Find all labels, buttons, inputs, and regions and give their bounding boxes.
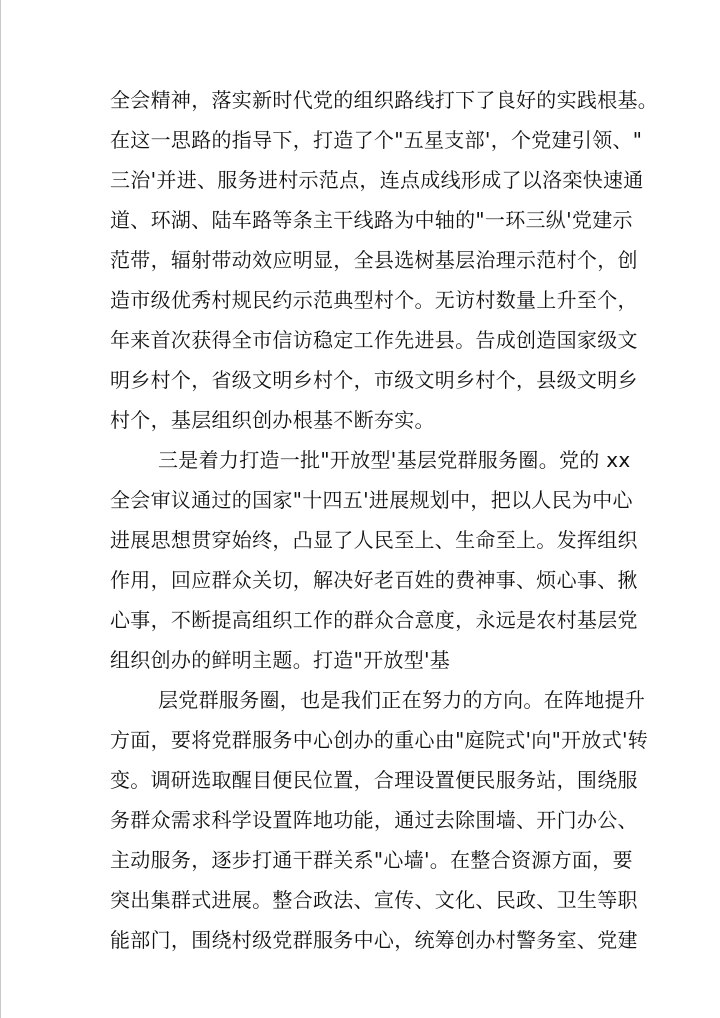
text-line: 村个，基层组织创办根基不断夯实。 [110, 408, 435, 432]
paragraph-start-line: 层党群服务圈，也是我们正在努力的方向。在阵地提升 [158, 688, 646, 712]
paragraph-start-line: 三是着力打造一批"开放型'基层党群服务圈。党的 xx [158, 448, 631, 472]
text-line: 能部门，围绕村级党群服务中心，统筹创办村警务室、党建 [110, 928, 638, 952]
text-line: 明乡村个，省级文明乡村个，市级文明乡村个，县级文明乡 [110, 368, 638, 392]
text-line: 三治'并进、服务进村示范点，连点成线形成了以洛栾快速通 [110, 168, 644, 192]
text-line: 方面，要将党群服务中心创办的重心由"庭院式'向"开放式'转 [110, 728, 649, 752]
text-line: 全会精神，落实新时代党的组织路线打下了良好的实践根基。 [110, 88, 659, 112]
text-line: 突出集群式进展。整合政法、宣传、文化、民政、卫生等职 [110, 888, 638, 912]
text-line: 进展思想贯穿始终，凸显了人民至上、生命至上。发挥组织 [110, 528, 638, 552]
text-line: 道、环湖、陆车路等条主干线路为中轴的"一环三纵'党建示 [110, 208, 633, 232]
text-line: 心事，不断提高组织工作的群众合意度，永远是农村基层党 [110, 608, 638, 632]
text-line: 组织创办的鲜明主题。打造"开放型'基 [110, 648, 451, 672]
text-line: 在这一思路的指导下，打造了个"五星支部'，个党建引领、" [110, 128, 643, 152]
text-line: 变。调研选取醒目便民位置，合理设置便民服务站，围绕服 [110, 768, 638, 792]
text-line: 主动服务，逐步打通干群关系"心墙'。在整合资源方面，要 [110, 848, 633, 872]
page-left-edge [0, 0, 1, 1018]
text-line: 范带，辐射带动效应明显，全县选树基层治理示范村个，创 [110, 248, 638, 272]
text-line: 年来首次获得全市信访稳定工作先进县。告成创造国家级文 [110, 328, 638, 352]
text-line: 造市级优秀村规民约示范典型村个。无访村数量上升至个， [110, 288, 638, 312]
text-line: 务群众需求科学设置阵地功能，通过去除围墙、开门办公、 [110, 808, 638, 832]
text-line: 全会审议通过的国家"十四五'进展规划中，把以人民为中心 [110, 488, 633, 512]
text-line: 作用，回应群众关切，解决好老百姓的费神事、烦心事、揪 [110, 568, 638, 592]
